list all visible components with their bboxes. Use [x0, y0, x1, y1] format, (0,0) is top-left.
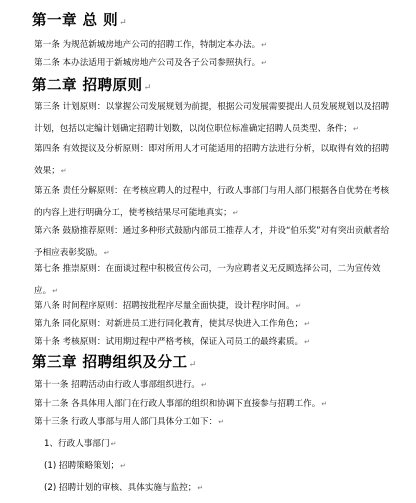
paragraph-mark: ↵	[261, 59, 268, 67]
chapter-1-heading	[32, 12, 127, 32]
paragraph-mark: ↵	[232, 209, 239, 217]
paragraph-mark: ↵	[321, 400, 328, 408]
paragraph-mark: ↵	[60, 167, 67, 175]
article-12-text: 第十二条 各具体用人部门在行政人事部的组织和协调下直接参与招聘工作。	[34, 399, 321, 409]
article-5	[34, 180, 390, 224]
article-4	[34, 138, 390, 182]
article-3	[34, 96, 390, 140]
paragraph-mark: ↵	[143, 83, 152, 93]
article-5-text: 第五条 责任分解原则：在考核应聘人的过程中，行政人事部门与用人部门根据各自优势在考核的内容上进行明确分工，使考核结果尽可能地真实；	[34, 186, 390, 218]
paragraph-mark: ↵	[197, 484, 204, 492]
article-1-text: 第一条 为规范新城房地产公司的招聘工作，特制定本办法。	[34, 40, 261, 50]
article-13-text: 第十三条 行政人事部与用人部门具体分工如下：	[34, 417, 218, 427]
list-item-strategy	[44, 455, 390, 477]
chapter-2-heading	[32, 77, 152, 97]
article-7-text: 第七条 推崇原则：在面谈过程中积极宣传公司，一为应聘者义无反顾选择公司，二为宣传效应。	[34, 264, 381, 296]
paragraph-mark: ↵	[120, 462, 126, 470]
paragraph-mark: ↵	[352, 125, 359, 133]
list-item-text: (1) 招聘策略策划；	[44, 461, 120, 471]
paragraph-mark: ↵	[52, 287, 59, 295]
paragraph-mark: ↵	[110, 440, 117, 448]
paragraph-mark: ↵	[304, 320, 311, 328]
list-item-plan-review	[44, 477, 390, 499]
article-2-text: 第二条 本办法适用于新城房地产公司及各子公司参照执行。	[34, 58, 261, 68]
paragraph-mark: ↵	[304, 338, 311, 346]
chapter-3-title: 第三章 招聘组织及分工	[32, 354, 188, 371]
list-item-hr-department	[44, 433, 390, 455]
article-4-text: 第四条 有效提议及分析原则：即对所用人才可能适用的招聘方法进行分析，以取得有效的招聘效果；	[34, 144, 390, 176]
article-6-text: 第六条 鼓励推荐原则：通过多种形式鼓励内部员工推荐人才，并设“伯乐奖”对有突出贡献者给予相应表彰奖励。	[34, 226, 390, 258]
article-10-text: 第十条 考核原则：试用期过程中严格考核，保证入司员工的最终素质。	[34, 337, 304, 347]
paragraph-mark: ↵	[201, 381, 207, 389]
article-2	[34, 52, 390, 74]
paragraph-mark: ↵	[103, 249, 110, 257]
list-item-text: (2) 招聘计划的审核、具体实施与监控；	[44, 483, 197, 493]
article-11-text: 第十一条 招聘活动由行政人事部组织进行。	[34, 380, 201, 390]
paragraph-mark: ↵	[261, 41, 268, 49]
chapter-3-heading	[32, 354, 197, 374]
chapter-2-title: 第二章 招聘原则	[32, 77, 143, 94]
paragraph-mark: ↵	[119, 18, 128, 28]
article-13	[34, 411, 390, 433]
chapter-1-title: 第一章 总 则	[32, 12, 119, 29]
paragraph-mark: ↵	[218, 418, 225, 426]
article-10	[34, 331, 390, 353]
paragraph-mark: ↵	[295, 302, 302, 310]
article-3-text: 第三条 计划原则：以掌握公司发展规划为前提，根据公司发展需要提出人员发展规划以及招聘计划，包括以定编计划确定招聘计划数，以岗位职位标准确定招聘人员类型、条件；	[34, 102, 390, 134]
article-9-text: 第九条 同化原则：对新进员工进行同化教育，使其尽快进入工作角色；	[34, 319, 304, 329]
article-8-text: 第八条 时间程序原则：招聘按批程序尽量全面快捷，设计程序时间。	[34, 301, 295, 311]
paragraph-mark: ↵	[188, 360, 197, 370]
list-item-text: 1、行政人事部门	[44, 439, 110, 449]
